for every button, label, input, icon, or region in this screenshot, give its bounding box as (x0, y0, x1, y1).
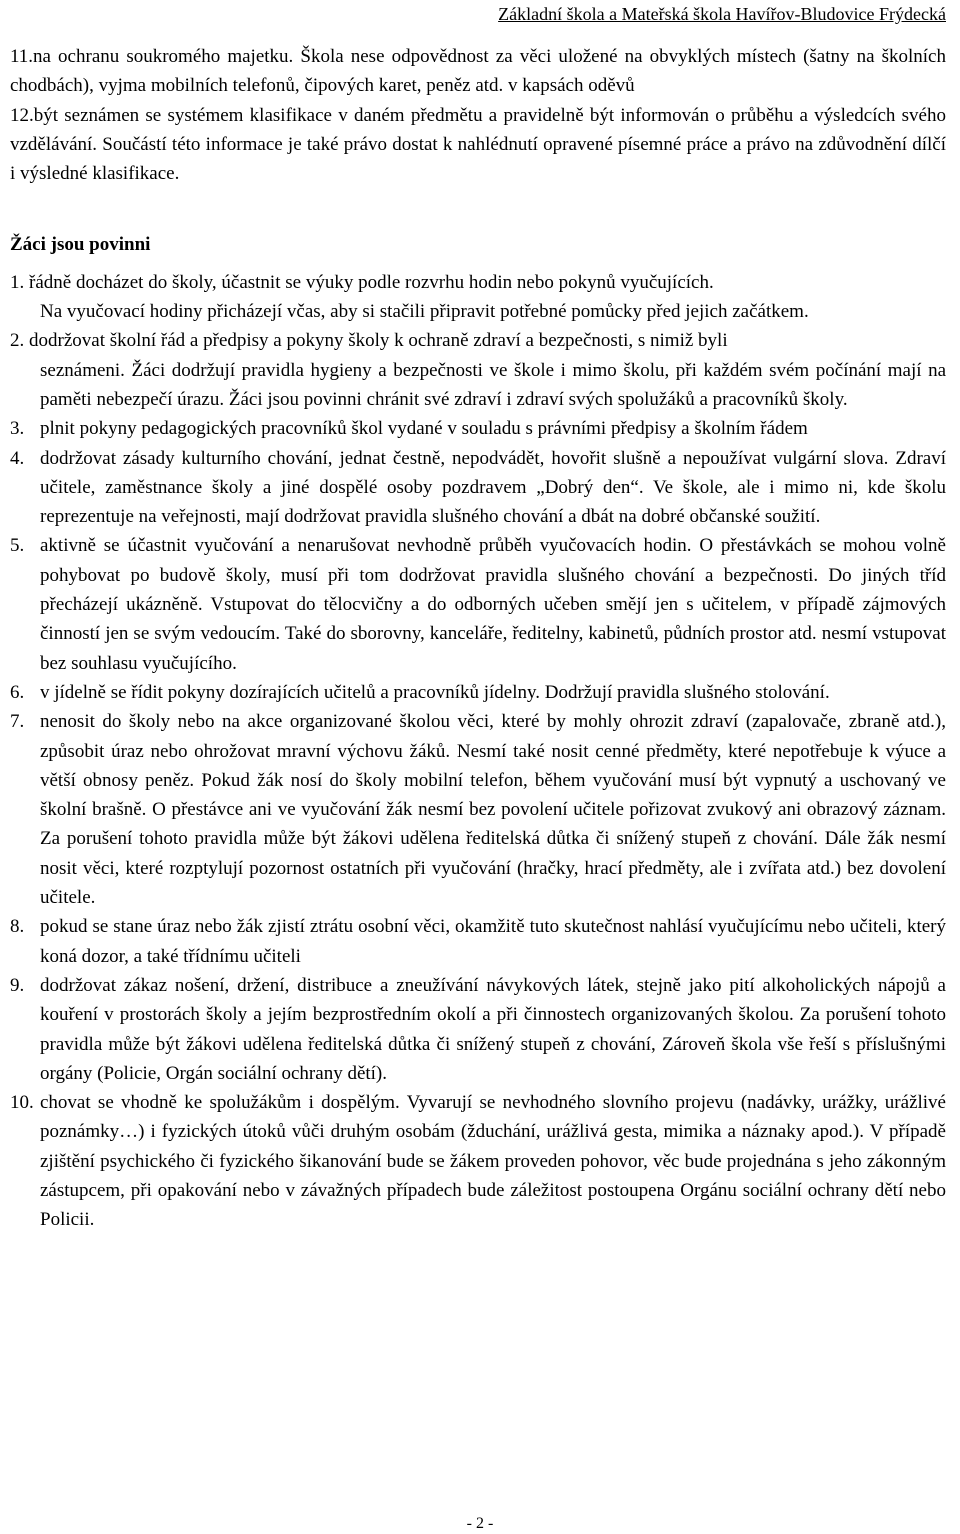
duty-item-5 (10, 531, 946, 677)
item-number: 11. (10, 46, 34, 67)
duty-item-7 (10, 707, 946, 912)
duty-item-9 (10, 971, 946, 1088)
item-text: aktivně se účastnit vyučování a nenarušovat nevhodně průběh vyučovacích hodin. O přestávkách se mohou volně pohybovat po budově školy, musí při tom dodržovat pravidla slušného chování a bezpečnosti. Do jiných tříd přecházejí ukázněně. Vstupovat do tělocvičny a do odborných učeben smějí jen s učitelem, v případě zájmových činností jen se svým vedoucím. Také do sborovny, kanceláře, ředitelny, kabinetů, půdních prostor atd. nesmí vstupovat bez souhlasu vyučujícího. (40, 535, 946, 674)
item-text: plnit pokyny pedagogických pracovníků škol vydané v souladu s právními předpisy a školním řádem (40, 418, 808, 440)
item-text: pokud se stane úraz nebo žák zjistí ztrátu osobní věci, okamžitě tuto skutečnost nahlásí vyučujícímu nebo učiteli, který koná dozor, a také třídnímu učiteli (40, 916, 946, 967)
item-number: 9. (10, 974, 25, 996)
page-number: - 2 - (466, 1515, 494, 1532)
item-text: dodržovat školní řád a předpisy a pokyny školy k ochraně zdraví a bezpečnosti, s nimiž byli (29, 330, 728, 352)
rights-item-11 (10, 42, 946, 101)
item-number: 10. (10, 1092, 34, 1114)
item-number: 8. (10, 916, 25, 938)
item-text: řádně docházet do školy, účastnit se výuky podle rozvrhu hodin nebo pokynů vyučujících. (29, 271, 714, 293)
item-text: v jídelně se řídit pokyny dozírajících učitelů a pracovníků jídelny. Dodržují pravidla slušného stolování. (40, 681, 830, 703)
item-text: dodržovat zásady kulturního chování, jednat čestně, nepodvádět, hovořit slušně a nepoužívat vulgární slova. Zdraví učitele, zaměstnance školy a jiné dospělé osoby pozdravem „Dobrý den“. Ve škole, ale i mimo ni, kde školu reprezentuje na veřejnosti, mají dodržovat pravidla slušného chování a dbát na dobré občanské soužití. (40, 447, 946, 528)
duty-item-2 (10, 326, 946, 355)
duty-item-8 (10, 912, 946, 971)
duty-item-1 (10, 268, 946, 297)
duty-item-1-continuation: Na vyučovací hodiny přicházejí včas, aby si stačili připravit potřebné pomůcky před jejich začátkem. (40, 301, 809, 323)
item-text: chovat se vhodně ke spolužákům i dospělým. Vyvarují se nevhodného slovního projevu (nadávky, urážky, urážlivé poznámky…) i fyzických útoků vůči druhým osobám (žduchání, urážlivá gesta, mimika a náznaky apod.). V případě zjištění psychického či fyzického šikanování bude se žákem proveden pohovor, věc bude projednána s jeho zákonným zástupcem, při opakování nebo v závažných případech bude záležitost postoupena Orgánu sociální ochrany dětí nebo Policii. (40, 1092, 946, 1231)
item-text: být seznámen se systémem klasifikace v daném předmětu a pravidelně být informován o průběhu a výsledcích svého vzdělávání. (10, 104, 946, 155)
item-number: 4. (10, 447, 25, 469)
duty-item-6 (10, 678, 946, 707)
rights-item-12 (10, 101, 946, 189)
running-header: Základní škola a Mateřská škola Havířov-Bludovice Frýdecká (498, 4, 946, 24)
item-number: 5. (10, 535, 25, 557)
duty-item-3 (10, 414, 946, 443)
duty-item-4 (10, 444, 946, 532)
item-text: nenosit do školy nebo na akce organizované školou věci, které by mohly ohrozit zdraví (zapalovače, zbraně atd.), způsobit úraz nebo ohrožovat mravní výchovu žáků. Nesmí také nosit cenné předměty, které nepotřebuje k výuce a větší obnosy peněz. Pokud žák nosí do školy mobilní telefon, během vyučování musí být vypnutý a uschovaný ve školní brašně. O přestávce ani ve vyučování žák nesmí bez povolení učitele pořizovat zvukový ani obrazový záznam. Za porušení tohoto pravidla může být žákovi udělena ředitelská důtka či snížený stupeň z chování. Dále žák nesmí nosit věci, které rozptylují pozornost ostatních při vyučování (hračky, hrací předměty, ale i zvířata atd.) bez dovolení učitele. (40, 711, 946, 909)
document-body (10, 42, 946, 1235)
item-text-continuation: Součástí této informace je také právo dostat k nahlédnutí opravené písemné práce a právo na zdůvodnění dílčí i výsledné klasifikace. (10, 133, 946, 185)
item-number: 6. (10, 681, 25, 703)
item-number: 1. (10, 271, 25, 293)
item-text: dodržovat zákaz nošení, držení, distribuce a zneužívání návykových látek, stejně jako pití alkoholických nápojů a kouření v prostorách školy a jejím bezprostředním okolí a při činnostech organizovaných školou. Za porušení tohoto pravidla může být žákovi udělena ředitelská důtka či snížený stupeň z chování, Zároveň škola vše řeší s příslušnými orgány (Policie, Orgán sociální ochrany dětí). (40, 974, 946, 1084)
item-number: 12. (10, 104, 34, 126)
duty-item-2-continuation: seznámeni. Žáci dodržují pravidla hygieny a bezpečnosti ve škole i mimo školu, při každém svém počínání mají na paměti nebezpečí úrazu. Žáci jsou povinni chránit své zdraví i zdraví svých spolužáků a pracovníků školy. (40, 359, 946, 410)
item-number: 7. (10, 711, 25, 733)
item-number: 3. (10, 418, 25, 440)
item-number: 2. (10, 330, 25, 352)
section-heading-duties: Žáci jsou povinni (10, 234, 151, 256)
item-text: na ochranu soukromého majetku. Škola nese odpovědnost za věci uložené na obvyklých místech (šatny na školních chodbách), vyjma mobilních telefonů, čipových karet, peněz atd. v kapsách oděvů (10, 46, 946, 97)
duty-item-10 (10, 1088, 946, 1234)
